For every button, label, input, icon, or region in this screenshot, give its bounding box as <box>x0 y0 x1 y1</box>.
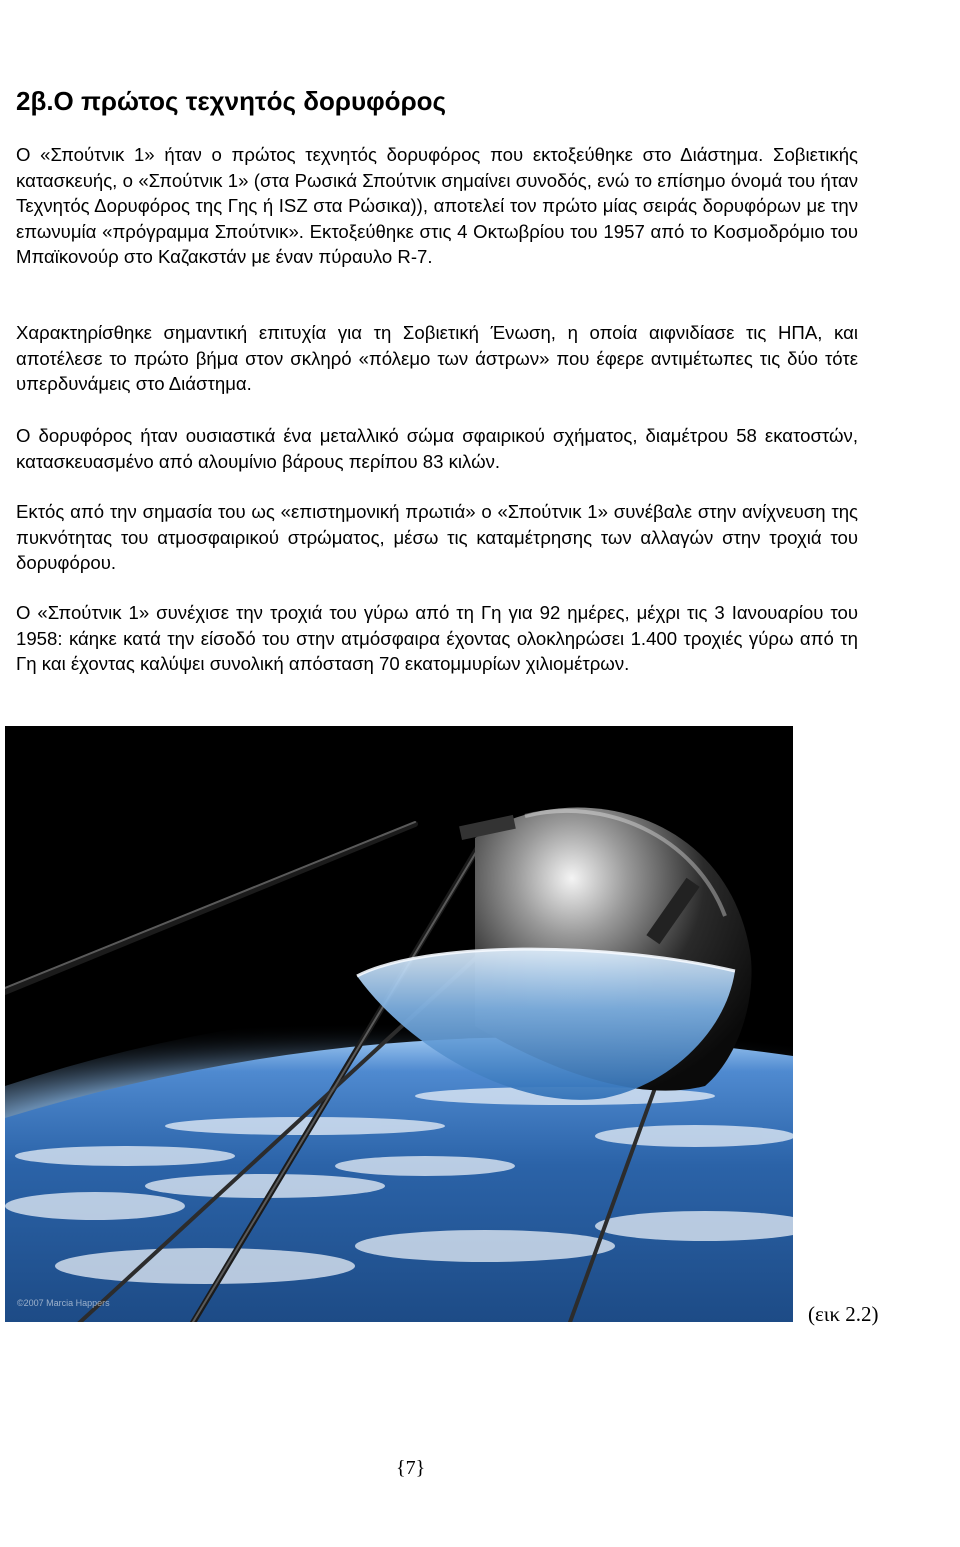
section-heading: 2β.Ο πρώτος τεχνητός δορυφόρος <box>16 86 447 116</box>
image-watermark: ©2007 Marcia Happers <box>17 1298 110 1308</box>
paragraph-intro: Ο «Σπούτνικ 1» ήταν ο πρώτος τεχνητός δορυφόρος που εκτοξεύθηκε στο Διάστημα. Σοβιετικής κατασκευής, ο «Σπούτνικ 1» (στα Ρωσικά Σπούτνικ σημαίνει συνοδός, ενώ το επίσημο όνομά του ήταν Τεχνητός Δορυφόρος της Γης ή ISZ στα Ρώσικα)), αποτελεί τον πρώτο μίας σειράς δορυφόρων με την επωνυμία «πρόγραμμα Σπούτνικ». Εκτοξεύθηκε στις 4 Οκτωβρίου του 1957 από το Κοσμοδρόμιο του Μπαϊκονούρ στο Καζακστάν με έναν πύραυλο R-7. <box>16 144 858 267</box>
paragraph-scientific: Εκτός από την σημασία του ως «επιστημονική πρωτιά» ο «Σπούτνικ 1» συνέβαλε στην ανίχνευση της πυκνότητας του ατμοσφαιρικού στρώματος, μέσω τις καταμέτρησης των αλλαγών στην τροχιά του δορυφόρου. <box>16 501 858 573</box>
page-number: {7} <box>396 1457 426 1479</box>
figure-caption: (εικ 2.2) <box>808 1302 879 1326</box>
sputnik-illustration <box>5 726 793 1322</box>
sputnik-image <box>5 726 793 1322</box>
paragraph-significance: Χαρακτηρίσθηκε σημαντική επιτυχία για τη Σοβιετική Ένωση, η οποία αιφνιδίασε τις ΗΠΑ, και αποτέλεσε το πρώτο βήμα στον σκληρό «πόλεμο των άστρων» που έφερε αντιμέτωπες τις δύο τότε υπερδυνάμεις στο Διάστημα. <box>16 322 858 394</box>
paragraph-orbit: Ο «Σπούτνικ 1» συνέχισε την τροχιά του γύρω από τη Γη για 92 ημέρες, μέχρι τις 3 Ιανουαρίου του 1958: κάηκε κατά την είσοδό του στην ατμόσφαιρα έχοντας ολοκληρώσει 1.400 τροχιές γύρω από τη Γη και έχοντας καλύψει συνολική απόσταση 70 εκατομμυρίων χιλιομέτρων. <box>16 602 858 674</box>
paragraph-description: Ο δορυφόρος ήταν ουσιαστικά ένα μεταλλικό σώμα σφαιρικού σχήματος, διαμέτρου 58 εκατοστών, κατασκευασμένο από αλουμίνιο βάρους περίπου 83 κιλών. <box>16 425 858 472</box>
